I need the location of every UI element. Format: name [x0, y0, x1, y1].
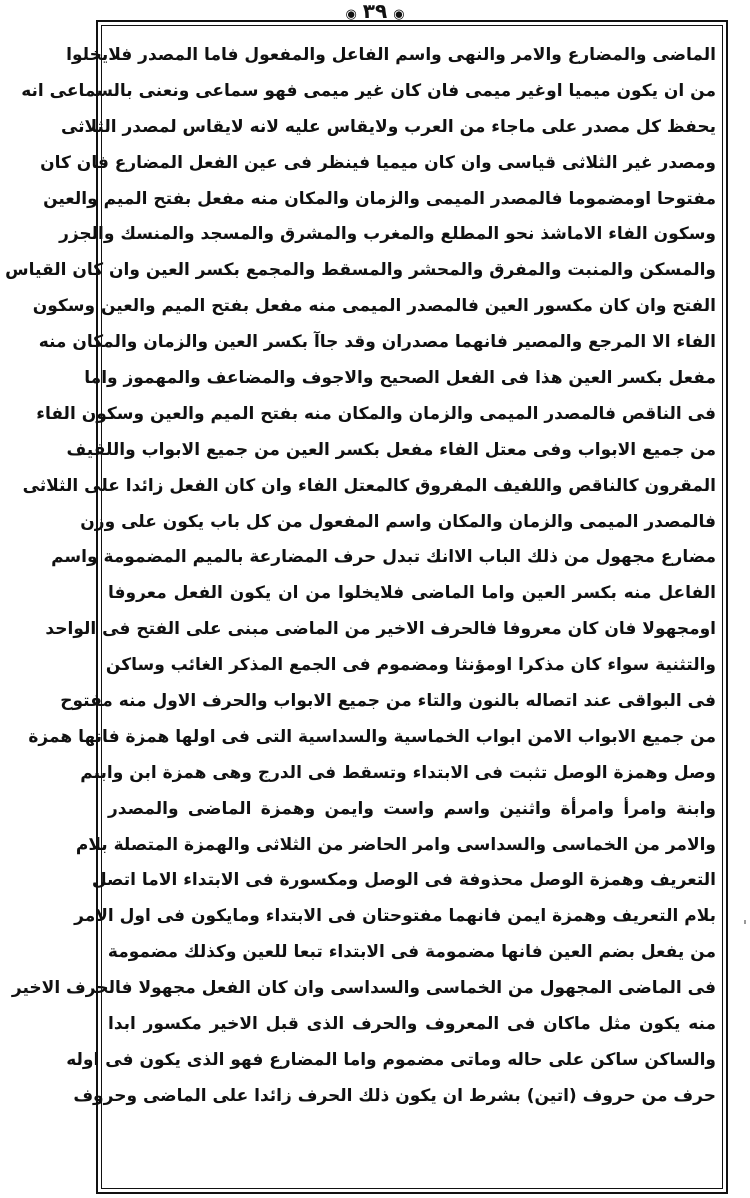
page-number-header [0, 0, 750, 22]
text-line: فى الماضى المجهول من الخماسى والسداسى وان كان الفعل مجهولا فالحرف الاخير [11, 978, 716, 999]
text-line: وابنة وامرأ وامرأة واثنين واسم واست وايمن وهمزة الماضى والمصدر [108, 798, 716, 819]
text-line: الفاعل منه بكسر العين واما الماضى فلايخلوا من ان يكون الفعل معروفا [108, 583, 716, 604]
text-line: منه يكون مثل ماكان فى المعروف والحرف الذى قبل الاخير مكسور ابدا [108, 1014, 716, 1035]
text-line: مضارع مجهول من ذلك الباب الاانك تبدل حرف المضارعة بالميم المضمومة واسم [51, 547, 716, 568]
ornament-icon: ◉ [393, 7, 405, 22]
text-line: التعريف وهمزة الوصل محذوفة فى الوصل ومكسورة فى الابتداء الاما اتصل [91, 870, 716, 891]
text-line: فى الناقص فالمصدر الميمى والزمان والمكان منه بفتح الميم والعين وسكون الفاء [36, 403, 716, 424]
text-line: فى البواقى عند اتصاله بالنون والتاء من جميع الابواب والحرف الاول منه مفتوح [60, 691, 716, 712]
text-line: والمسكن والمنبت والمفرق والمحشر والمسقط والمجمع بكسر العين وان كان القياس [5, 260, 716, 281]
text-line: ومصدر غير الثلاثى قياسى وان كان ميميا فينظر فى عين الفعل المضارع فان كان [40, 152, 716, 173]
text-line: فالمصدر الميمى والزمان والمكان واسم المفعول من كل باب يكون على وزن [80, 511, 716, 532]
text-line: مفتوحا اومضموما فالمصدر الميمى والزمان والمكان منه مفعل بفتح الميم والعين [43, 188, 716, 209]
body-text [5, 38, 716, 1186]
text-line: حرف من حروف (اتين) بشرط ان يكون ذلك الحرف زائدا على الماضى وحروف [73, 1085, 716, 1106]
text-line: مفعل بكسر العين هذا فى الفعل الصحيح والاجوف والمضاعف والمهموز واما [84, 368, 716, 389]
text-line: من جميع الابواب وفى معتل الفاء مفعل بكسر العين من جميع الابواب واللفيف [66, 439, 716, 460]
text-line: من ان يكون ميميا اوغير ميمى فان كان غير ميمى فهو سماعى ونعنى بالسماعى انه [21, 80, 716, 101]
text-line: والساكن ساكن على حاله وماتى مضموم واما المضارع فهو الذى يكون فى اوله [66, 1049, 716, 1070]
ornament-icon: ◉ [345, 7, 357, 22]
margin-speck [744, 920, 746, 924]
text-line: يحفظ كل مصدر على ماجاء من العرب ولايقاس عليه لانه لايقاس لمصدر الثلاثى [60, 116, 716, 137]
text-line: بلام التعريف وهمزة ايمن فانهما مفتوحتان فى الابتداء ومايكون فى اول الامر [74, 906, 716, 927]
text-frame [5, 20, 728, 1194]
text-line: من يفعل بضم العين فانها مضمومة فى الابتداء تبعا للعين وكذلك مضمومة [107, 942, 716, 963]
text-line: والامر من الخماسى والسداسى وامر الحاضر من الثلاثى والهمزة المتصلة بلام [75, 834, 716, 855]
text-line: المقرون كالناقص واللفيف المفروق كالمعتل الفاء وان كان الفعل زائدا على الثلاثى [22, 475, 716, 496]
page-number: ٣٩ [362, 0, 388, 23]
text-line: الفتح وان كان مكسور العين فالمصدر الميمى منه مفعل بفتح الميم والعين وسكون [32, 296, 716, 317]
text-line: من جميع الابواب الامن ابواب الخماسية والسداسية التى فى اولها همزة فانها همزة [28, 726, 716, 747]
text-line: اومجهولا فان كان معروفا فالحرف الاخير من الماضى مبنى على الفتح فى الواحد [45, 619, 716, 640]
text-line: الفاء الا المرجع والمصير فانهما مصدران وقد جاآ بكسر العين والزمان والمكان منه [38, 332, 716, 353]
text-line: والتثنية سواء كان مذكرا اومؤنثا ومضموم فى الجمع المذكر الغائب وساكن [105, 655, 716, 676]
text-line: وسكون الفاء الاماشذ نحو المطلع والمغرب والمشرق والمسجد والمنسك والجزر [59, 224, 716, 245]
text-line: وصل وهمزة الوصل تثبت فى الابتداء وتسقط فى الدرج وهى همزة ابن وابنم [80, 762, 716, 783]
text-line: الماضى والمضارع والامر والنهى واسم الفاعل والمفعول فاما المصدر فلايخلوا [66, 45, 716, 65]
